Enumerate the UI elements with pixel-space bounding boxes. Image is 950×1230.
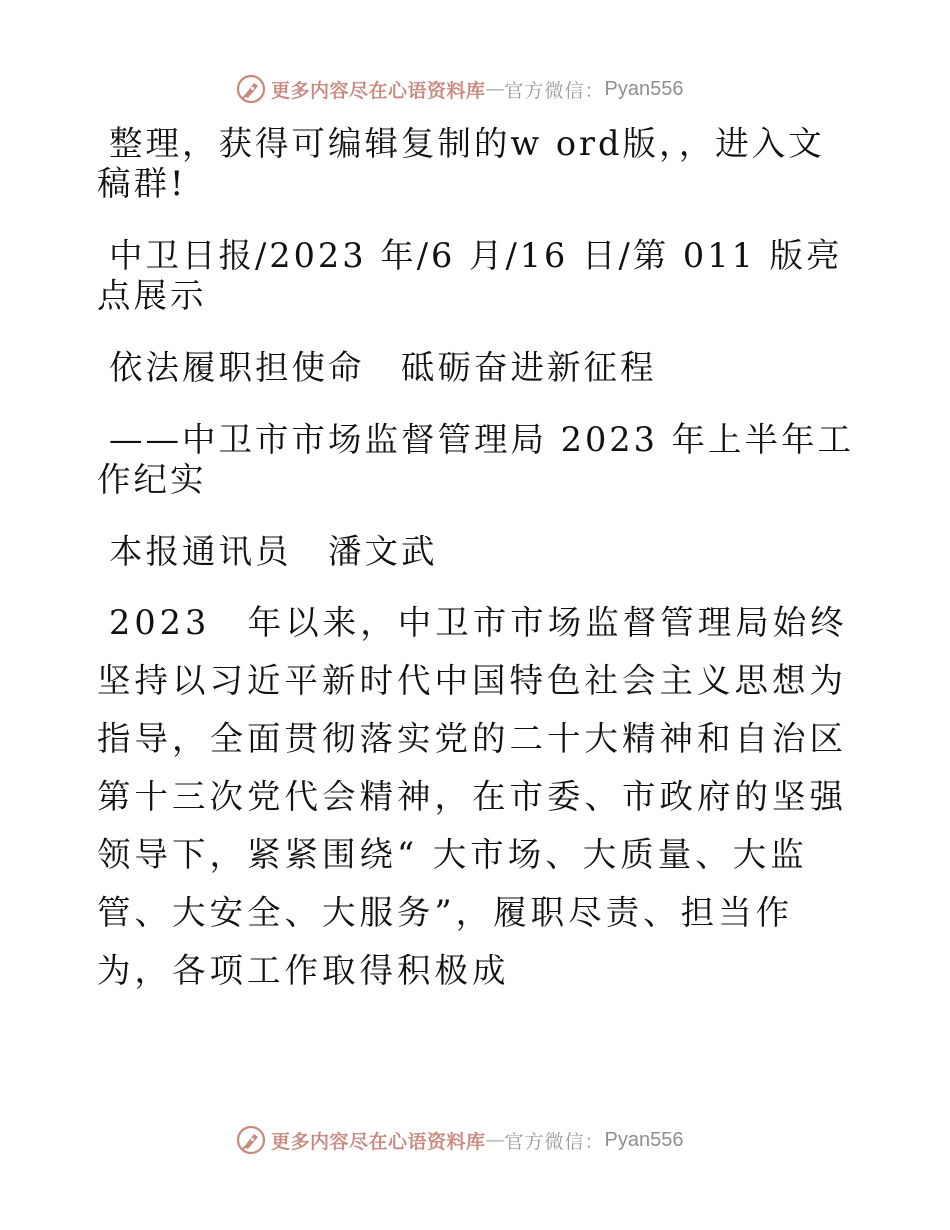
watermark-official-label: 官方微信： xyxy=(504,1130,605,1153)
source-line: 中卫日报/2023 年/6 月/16 日/第 011 版亮点展示 xyxy=(97,236,843,315)
pen-nib-logo-icon xyxy=(236,74,266,104)
article-subtitle: ——中卫市市场监督管理局 2023 年上半年工作纪实 xyxy=(97,420,855,499)
watermark-wechat-id: Pyan556 xyxy=(604,1128,684,1151)
watermark-separator: — xyxy=(485,1129,505,1151)
intro-paragraph: 整理，获得可编辑复制的w ord版，，进入文稿群! xyxy=(97,124,825,203)
watermark-text: 更多内容尽在心语资料库 xyxy=(271,79,486,102)
article-byline: 本报通讯员 潘文武 xyxy=(109,532,438,571)
watermark-official-label: 官方微信： xyxy=(504,79,605,102)
document-body xyxy=(97,124,857,1032)
footer-watermark xyxy=(236,1123,684,1157)
watermark-text: 更多内容尽在心语资料库 xyxy=(271,1130,486,1153)
article-headline: 依法履职担使命 砥砺奋进新征程 xyxy=(109,348,657,387)
watermark-wechat-id: Pyan556 xyxy=(604,77,684,100)
watermark-separator: — xyxy=(485,78,505,100)
article-body-paragraph: 2023 年以来，中卫市市场监督管理局始终坚持以习近平新时代中国特色社会主义思想为指导，全面贯彻落实党的二十大精神和自治区第十三次党代会精神，在市委、市政府的坚强领导下，紧紧围绕“ 大市场、大质量、大监管、大安全、大服务”，履职尽责、担当作为，各项工作取得积极成 xyxy=(97,603,848,990)
pen-nib-logo-icon xyxy=(236,1125,266,1155)
header-watermark xyxy=(236,72,684,106)
